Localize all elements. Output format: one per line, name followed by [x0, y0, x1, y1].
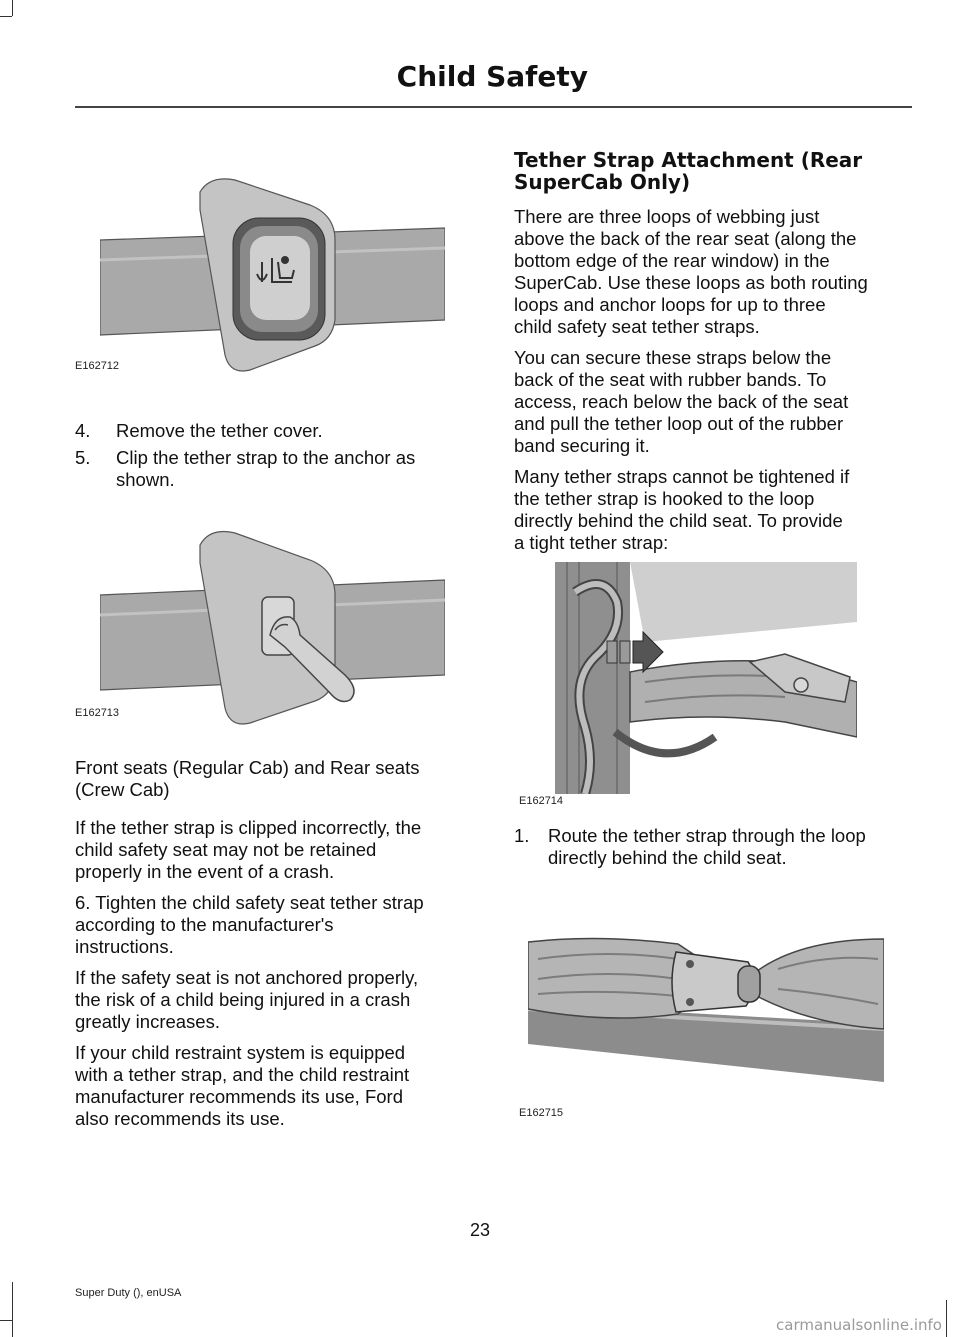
paragraph	[75, 967, 475, 1033]
text-line: loops and anchor loops for up to three	[514, 294, 826, 315]
paragraph	[514, 206, 914, 338]
crop-mark	[946, 1300, 947, 1337]
right-text-block	[514, 206, 914, 554]
step-number: 4.	[75, 420, 91, 441]
crop-mark	[12, 1282, 13, 1337]
text-line: with a tether strap, and the child restraint	[75, 1064, 410, 1085]
text-line: directly behind the child seat. To provide	[514, 510, 843, 531]
text-line: (Crew Cab)	[75, 779, 170, 800]
step-text: Clip the tether strap to the anchor as	[116, 447, 416, 468]
text-line: Many tether straps cannot be tightened if	[514, 466, 850, 487]
paragraph	[514, 347, 914, 457]
figure-code: E162713	[75, 707, 120, 719]
text-line: according to the manufacturer's	[75, 914, 334, 935]
left-text-block	[75, 757, 475, 1130]
paragraph	[75, 892, 475, 958]
text-line: child safety seat tether straps.	[514, 316, 760, 337]
figure-rear-loops	[555, 562, 857, 794]
header-rule	[75, 106, 912, 108]
text-line: and pull the tether loop out of the rubber	[514, 413, 844, 434]
text-line: access, reach below the back of the seat	[514, 391, 849, 412]
figure-strap-loop	[528, 934, 884, 1082]
paragraph	[75, 817, 475, 883]
paragraph	[75, 757, 475, 801]
step-number: 1.	[514, 825, 530, 846]
text-line: If the safety seat is not anchored properly,	[75, 967, 419, 988]
text-line: SuperCab. Use these loops as both routing	[514, 272, 868, 293]
heading-line: SuperCab Only)	[514, 170, 691, 194]
figure-code: E162712	[75, 360, 120, 372]
crop-mark	[12, 0, 13, 16]
document-info: Super Duty (), enUSA	[75, 1287, 182, 1299]
paragraph	[75, 1042, 475, 1130]
step-text: directly behind the child seat.	[548, 847, 787, 868]
crop-mark	[0, 1320, 12, 1321]
text-line: a tight tether strap:	[514, 532, 669, 553]
text-line: You can secure these straps below the	[514, 347, 832, 368]
text-line: bottom edge of the rear window) in the	[514, 250, 830, 271]
text-line: band securing it.	[514, 435, 650, 456]
step-text: Remove the tether cover.	[116, 420, 323, 441]
text-line: Front seats (Regular Cab) and Rear seats	[75, 757, 420, 778]
text-line: back of the seat with rubber bands. To	[514, 369, 827, 390]
text-line: If your child restraint system is equipped	[75, 1042, 406, 1063]
section-heading	[514, 149, 862, 193]
text-line: If the tether strap is clipped incorrectly, the	[75, 817, 422, 838]
paragraph	[514, 466, 914, 554]
text-line: greatly increases.	[75, 1011, 220, 1032]
text-line: child safety seat may not be retained	[75, 839, 377, 860]
text-line: above the back of the rear seat (along the	[514, 228, 857, 249]
watermark: carmanualsonline.info	[776, 1316, 942, 1334]
text-line: 6. Tighten the child safety seat tether strap	[75, 892, 424, 913]
text-line: instructions.	[75, 936, 174, 957]
text-line: There are three loops of webbing just	[514, 206, 820, 227]
heading-line: Tether Strap Attachment (Rear	[514, 148, 863, 172]
step-number: 5.	[75, 447, 91, 468]
step-text: Route the tether strap through the loop	[548, 825, 866, 846]
page-title: Child Safety	[396, 60, 588, 93]
figure-tether-cover	[100, 170, 445, 375]
text-line: also recommends its use.	[75, 1108, 285, 1129]
crop-mark	[0, 16, 12, 17]
text-line: the risk of a child being injured in a crash	[75, 989, 411, 1010]
figure-code: E162714	[519, 795, 564, 807]
figure-code: E162715	[519, 1107, 564, 1119]
figure-tether-clip	[100, 525, 445, 725]
text-line: the tether strap is hooked to the loop	[514, 488, 815, 509]
page-number: 23	[469, 1220, 491, 1240]
step-text: shown.	[116, 469, 175, 490]
text-line: manufacturer recommends its use, Ford	[75, 1086, 403, 1107]
text-line: properly in the event of a crash.	[75, 861, 335, 882]
